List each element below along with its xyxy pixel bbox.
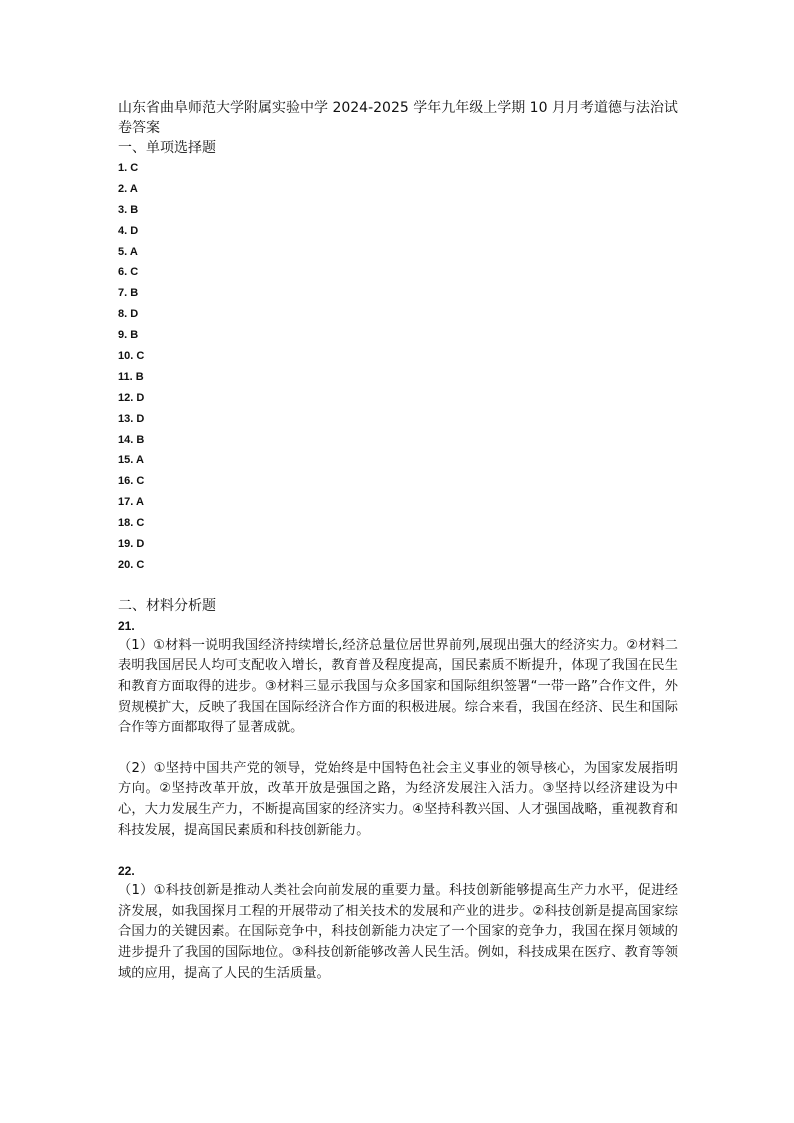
answer-item: 8. D: [118, 308, 139, 321]
answer-item: 3. B: [118, 203, 139, 216]
spacer: [118, 739, 678, 759]
answer-item: 6. C: [118, 266, 139, 279]
answer-item: 1. C: [118, 162, 139, 174]
answer-item: 20. C: [118, 558, 145, 571]
spacer: [118, 841, 678, 861]
answer-list: [118, 158, 678, 576]
q22-part1-answer: （1）①科技创新是推动人类社会向前发展的重要力量。科技创新能够提高生产力水平，促进经济发展，如我国探月工程的开展带动了相关技术的发展和产业的进步。②科技创新是提高国家综合国力的关键因素。在国际竞争中，科技创新能力决定了一个国家的竞争力，我国在探月领域的进步提升了我国的国际地位。③科技创新能够改善人民生活。例如，科技成果在医疗、教育等领域的应用，提高了人民的生活质量。: [118, 883, 678, 981]
answer-item: 11. B: [118, 370, 144, 383]
answer-item: 14. B: [118, 433, 145, 446]
answer-item: 12. D: [118, 391, 145, 404]
answer-item: 15. A: [118, 454, 144, 467]
q21-part1-answer: （1）①材料一说明我国经济持续增长,经济总量位居世界前列,展现出强大的经济实力。②材料二表明我国居民人均可支配收入增长，教育普及程度提高，国民素质不断提升，体现了我国在民生和教育方面取得的进步。③材料三显示我国与众多国家和国际组织签署“一带一路”合作文件，外贸规模扩大，反映了我国在国际经济合作方面的积极进展。综合来看，我国在经济、民生和国际合作等方面都取得了显著成就。: [118, 637, 678, 736]
answer-item: 10. C: [118, 350, 145, 363]
answer-item: 9. B: [118, 329, 139, 342]
answer-item: 13. D: [118, 412, 145, 425]
section-heading-single-choice: 一、单项选择题: [118, 140, 216, 156]
section-heading-material-analysis: 二、材料分析题: [118, 597, 216, 614]
question-number-22: 22.: [118, 864, 135, 879]
answer-item: 19. D: [118, 538, 145, 551]
answer-item: 16. C: [118, 475, 145, 488]
answer-item: 17. A: [118, 496, 144, 509]
spacer: [118, 576, 678, 596]
answer-item: 18. C: [118, 517, 145, 530]
question-number-21: 21.: [118, 618, 135, 633]
answer-item: 7. B: [118, 287, 139, 300]
answer-item: 5. A: [118, 245, 138, 258]
answer-item: 2. A: [118, 182, 138, 195]
document-title: 山东省曲阜师范大学附属实验中学 2024-2025 学年九年级上学期 10 月月考道德与法治试卷答案: [118, 100, 678, 136]
document-page: [118, 98, 678, 984]
q21-part2-answer: （2）①坚持中国共产党的领导，党始终是中国特色社会主义事业的领导核心，为国家发展指明方向。②坚持改革开放，改革开放是强国之路，为经济发展注入活力。③坚持以经济建设为中心，大力发展生产力，不断提高国家的经济实力。④坚持科教兴国、人才强国战略，重视教育和科技发展，提高国民素质和科技创新能力。: [118, 760, 678, 838]
answer-item: 4. D: [118, 224, 139, 237]
